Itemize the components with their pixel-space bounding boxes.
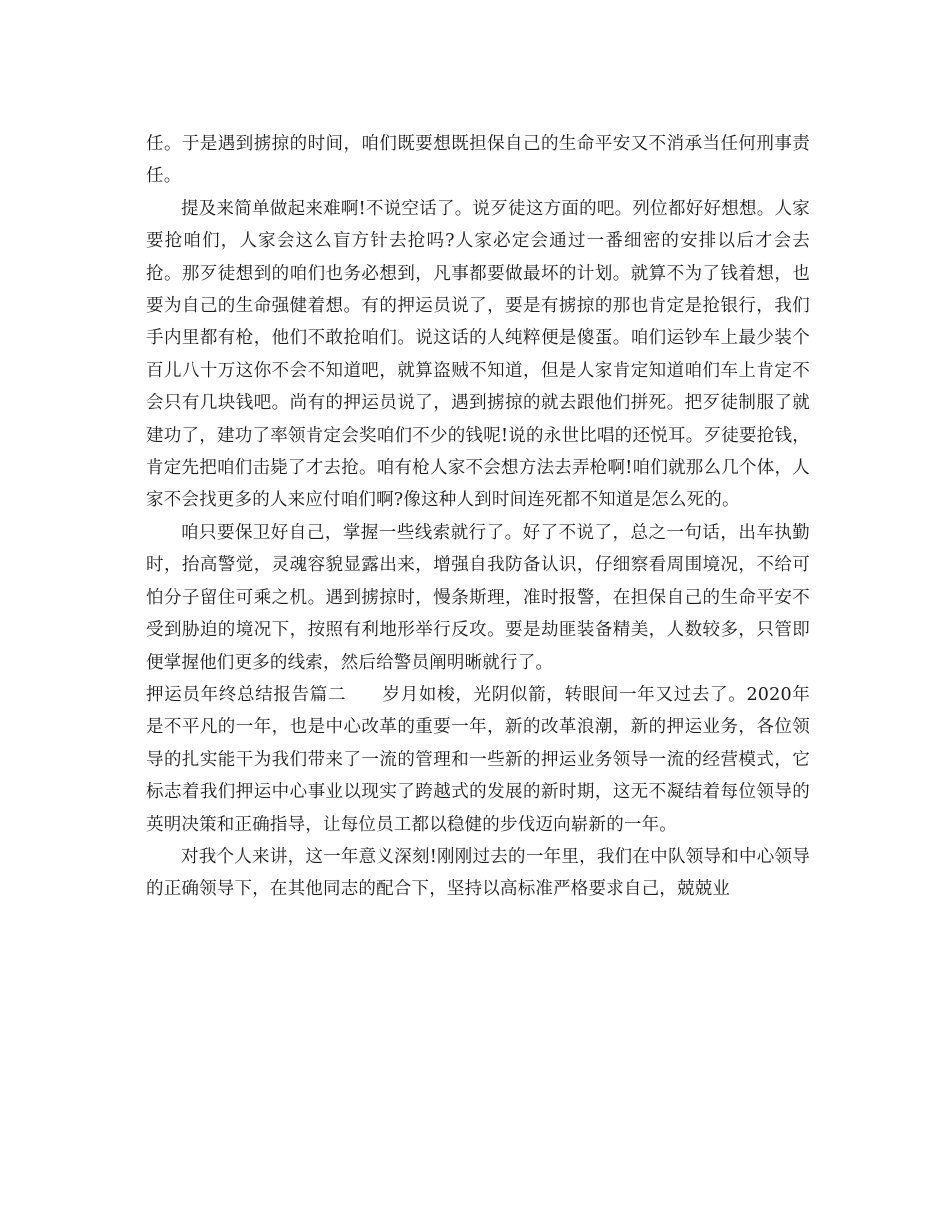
- paragraph-personal-reflection: 对我个人来讲，这一年意义深刻!刚刚过去的一年里，我们在中队领导和中心领导的正确领导下，在其他同志的配合下，坚持以高标准严格要求自己，兢兢业: [146, 846, 810, 900]
- paragraph-robber-discussion: 提及来简单做起来难啊!不说空话了。说歹徒这方面的吧。列位都好好想想。人家要抢咱们，人家会这么盲方针去抢吗?人家必定会通过一番细密的安排以后才会去抢。那歹徒想到的咱们也务必想到，凡事都要做最坏的计划。就算不为了钱着想，也要为自己的生命强健着想。有的押运员说了，要是有掳掠的那也肯定是抢银行，我们手内里都有枪，他们不敢抢咱们。说这话的人纯粹便是傻蛋。咱们运钞车上最少装个百儿八十万这你不会不知道吧，就算盗贼不知道，但是人家肯定知道咱们车上肯定不会只有几块钱吧。尚有的押运员说了，遇到掳掠的就去跟他们拼死。把歹徒制服了就建功了，建功了率领肯定会奖咱们不少的钱呢!说的永世比唱的还悦耳。歹徒要抢钱，肯定先把咱们击毙了才去抢。咱有枪人家不会想方法去弄枪啊!咱们就那么几个体，人家不会找更多的人来应付咱们啊?像这种人到时间连死都不知道是怎么死的。: [146, 198, 810, 511]
- paragraph-report-two-intro: 押运员年终总结报告篇二 岁月如梭，光阴似箭，转眼间一年又过去了。2020年是不平凡的一年，也是中心改革的重要一年，新的改革浪潮，新的押运业务，各位领导的扎实能干为我们带来了一流的管理和一些新的押运业务领导一流的经营模式，它标志着我们押运中心事业以现实了跨越式的发展的新时期，这无不凝结着每位领导的英明决策和正确指导，让每位员工都以稳健的步伐迈向崭新的一年。: [146, 684, 810, 835]
- paragraph-continuation: 任。于是遇到掳掠的时间，咱们既要想既担保自己的生命平安又不消承当任何刑事责任。: [146, 134, 810, 187]
- document-body: [146, 128, 810, 906]
- paragraph-self-protection: 咱只要保卫好自己，掌握一些线索就行了。好了不说了，总之一句话，出车执勤时，抬高警觉，灵魂容貌显露出来，增强自我防备认识，仔细察看周围境况，不给可怕分子留住可乘之机。遇到掳掠时，慢条斯理，准时报警，在担保自己的生命平安不受到胁迫的境况下，按照有利地形举行反攻。要是劫匪装备精美，人数较多，只管即便掌握他们更多的线索，然后给警员阐明晰就行了。: [146, 522, 810, 673]
